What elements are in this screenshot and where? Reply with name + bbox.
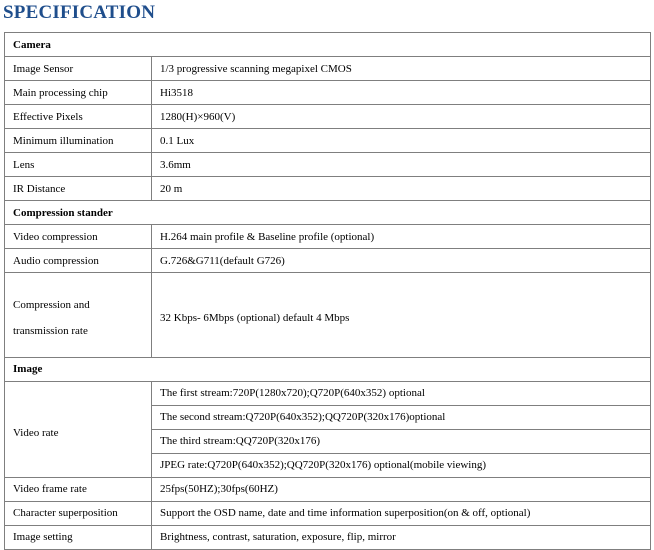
spec-row-lens	[5, 153, 651, 177]
spec-label: Image Sensor	[5, 57, 152, 81]
spec-value: G.726&G711(default G726)	[152, 249, 651, 273]
spec-row-minimum-illumination	[5, 129, 651, 153]
spec-row-character-superposition	[5, 501, 651, 525]
spec-label: Effective Pixels	[5, 105, 152, 129]
spec-label: Lens	[5, 153, 152, 177]
spec-label: IR Distance	[5, 177, 152, 201]
spec-value: 25fps(50HZ);30fps(60HZ)	[152, 477, 651, 501]
spec-value: 0.1 Lux	[152, 129, 651, 153]
spec-row-ir-distance	[5, 177, 651, 201]
spec-value: 3.6mm	[152, 153, 651, 177]
spec-row-image-sensor	[5, 57, 651, 81]
spec-value: 1/3 progressive scanning megapixel CMOS	[152, 57, 651, 81]
spec-label	[5, 273, 152, 358]
spec-label: Main processing chip	[5, 81, 152, 105]
spec-value: The first stream:720P(1280x720);Q720P(640x352) optional	[152, 381, 651, 405]
spec-label: Audio compression	[5, 249, 152, 273]
spec-label: Video frame rate	[5, 477, 152, 501]
spec-row-video-compression	[5, 225, 651, 249]
section-header-image	[5, 357, 651, 381]
spec-label-text: Video rate	[13, 426, 59, 439]
spec-row-image-setting	[5, 525, 651, 549]
spec-row-main-processing-chip	[5, 81, 651, 105]
section-heading: Image	[5, 357, 651, 381]
section-heading: Camera	[5, 33, 651, 57]
spec-label-line: transmission rate	[13, 325, 88, 338]
spec-value: Hi3518	[152, 81, 651, 105]
spec-value: H.264 main profile & Baseline profile (optional)	[152, 225, 651, 249]
spec-label: Character superposition	[5, 501, 152, 525]
section-heading: Compression stander	[5, 201, 651, 225]
spec-value	[152, 273, 651, 358]
spec-label: Image setting	[5, 525, 152, 549]
spec-label	[5, 381, 152, 477]
spec-value: Brightness, contrast, saturation, exposure, flip, mirror	[152, 525, 651, 549]
page-title: SPECIFICATION	[3, 2, 156, 23]
spec-label: Minimum illumination	[5, 129, 152, 153]
spec-value: 20 m	[152, 177, 651, 201]
spec-value: The second stream:Q720P(640x352);QQ720P(320x176)optional	[152, 405, 651, 429]
spec-row-compression-rate	[5, 273, 651, 358]
section-header-compression	[5, 201, 651, 225]
spec-value-text: 32 Kbps- 6Mbps (optional) default 4 Mbps	[160, 312, 350, 325]
spec-value: JPEG rate:Q720P(640x352);QQ720P(320x176) optional(mobile viewing)	[152, 453, 651, 477]
spec-row-audio-compression	[5, 249, 651, 273]
spec-row-video-frame-rate	[5, 477, 651, 501]
spec-label: Video compression	[5, 225, 152, 249]
spec-value: 1280(H)×960(V)	[152, 105, 651, 129]
spec-value: The third stream:QQ720P(320x176)	[152, 429, 651, 453]
spec-row-effective-pixels	[5, 105, 651, 129]
section-header-camera	[5, 33, 651, 57]
spec-value: Support the OSD name, date and time information superposition(on & off, optional)	[152, 501, 651, 525]
specification-table	[4, 32, 651, 550]
spec-row-video-rate	[5, 381, 651, 405]
spec-label-line: Compression and	[13, 299, 90, 312]
